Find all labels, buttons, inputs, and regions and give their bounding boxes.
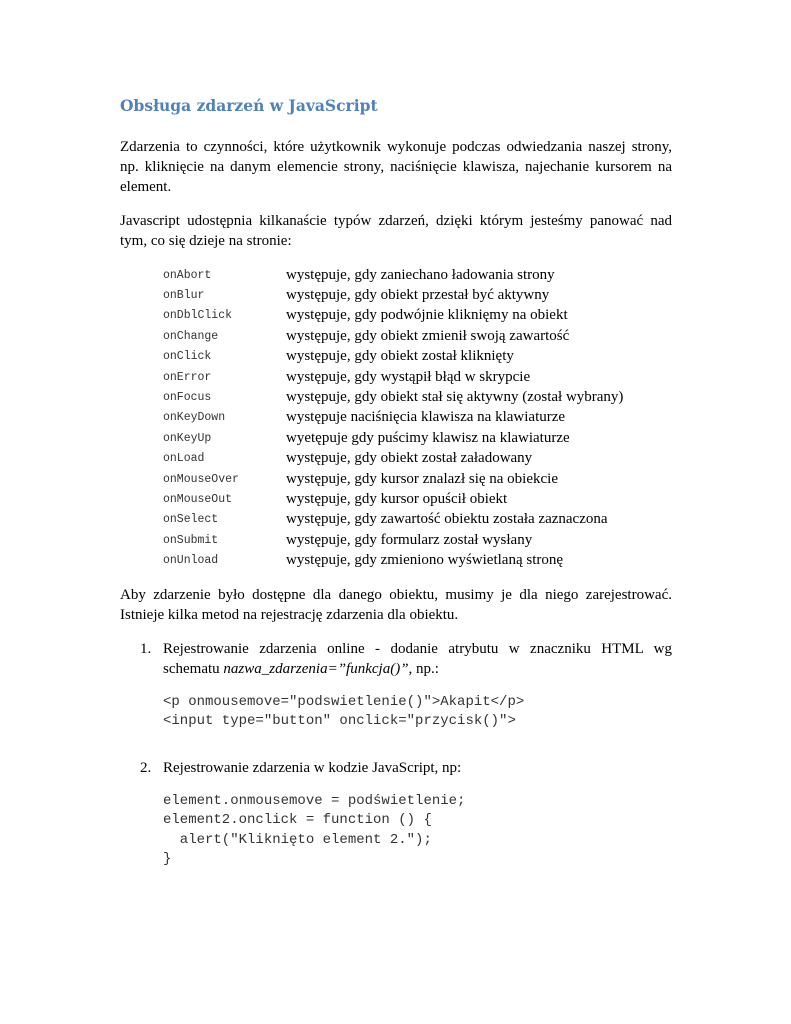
intro-paragraph: Zdarzenia to czynności, które użytkownik wykonuje podczas odwiedzania naszej strony, np. kliknięcie na danym elemencie strony, naciśnięcie klawisza, najechanie kursorem na element. — [120, 139, 672, 195]
code-line: element.onmousemove = podświetlenie; — [163, 792, 466, 809]
event-row — [163, 489, 672, 509]
step-body — [163, 758, 672, 870]
code-line: element2.onclick = function () { — [163, 812, 432, 829]
event-description: występuje, gdy zmieniono wyświetlaną stronę — [286, 552, 564, 569]
event-description: występuje, gdy wystąpił błąd w skrypcie — [286, 368, 531, 385]
registration-step — [120, 639, 672, 732]
step-text-main: Rejestrowanie zdarzenia online - dodanie atrybutu w znaczniku HTML wg schematu — [163, 640, 672, 677]
event-row — [163, 449, 672, 469]
code-block — [163, 693, 672, 732]
event-name: onKeyDown — [163, 411, 226, 425]
event-name: onSelect — [163, 513, 219, 527]
step-text — [163, 758, 672, 778]
event-name: onChange — [163, 329, 219, 343]
event-row — [163, 510, 672, 530]
event-name: onMouseOut — [163, 492, 233, 506]
event-row — [163, 469, 672, 489]
event-description: występuje, gdy obiekt zmienił swoją zawartość — [286, 327, 570, 344]
registration-intro: Aby zdarzenie było dostępne dla danego obiektu, musimy je dla niego zarejestrować. Istnieje kilka metod na rejestrację zdarzenia dla obiektu. — [120, 586, 672, 623]
event-name: onDblClick — [163, 309, 233, 323]
registration-step — [120, 758, 672, 870]
step-number: 2. — [140, 759, 152, 776]
page-title: Obsługa zdarzeń w JavaScript — [120, 96, 378, 115]
event-types-intro: Javascript udostępnia kilkanaście typów zdarzeń, dzięki którym jesteśmy panować nad tym, co się dzieje na stronie: — [120, 213, 672, 249]
event-description: występuje naciśnięcia klawisza na klawiaturze — [286, 409, 566, 426]
event-name: onError — [163, 370, 212, 384]
event-row — [163, 347, 672, 367]
event-description: występuje, gdy kursor znalazł się na obiekcie — [286, 470, 558, 487]
event-name: onKeyUp — [163, 431, 212, 445]
code-line: } — [163, 851, 172, 868]
event-name: onBlur — [163, 289, 205, 303]
step-text-schema: nazwa_zdarzenia=”funkcja()” — [223, 660, 409, 677]
event-row — [163, 285, 672, 305]
events-list — [163, 265, 672, 571]
event-row — [163, 530, 672, 550]
event-row — [163, 408, 672, 428]
event-description: występuje, gdy zaniechano ładowania strony — [286, 266, 555, 283]
code-line: <p onmousemove="podswietlenie()">Akapit</p> — [163, 693, 525, 710]
event-name: onClick — [163, 350, 212, 364]
event-name: onUnload — [163, 554, 219, 568]
code-block — [163, 792, 672, 870]
step-body — [163, 639, 672, 732]
event-description: występuje, gdy zawartość obiektu została zaznaczona — [286, 511, 608, 528]
event-description: wyetępuje gdy puścimy klawisz na klawiaturze — [286, 429, 570, 446]
event-row — [163, 367, 672, 387]
event-name: onSubmit — [163, 533, 219, 547]
event-description: występuje, gdy obiekt został załadowany — [286, 450, 533, 467]
event-description: występuje, gdy kursor opuścił obiekt — [286, 490, 508, 507]
registration-steps — [120, 639, 672, 870]
event-name: onMouseOver — [163, 472, 239, 486]
event-name: onAbort — [163, 268, 212, 282]
code-line: <input type="button" onclick="przycisk()"> — [163, 713, 516, 730]
event-row — [163, 306, 672, 326]
event-row — [163, 550, 672, 570]
step-text-suffix: , np.: — [408, 660, 439, 677]
event-description: występuje, gdy formularz został wysłany — [286, 531, 533, 548]
event-row — [163, 326, 672, 346]
step-text — [163, 639, 672, 679]
event-name: onLoad — [163, 452, 205, 466]
event-row — [163, 387, 672, 407]
event-description: występuje, gdy obiekt został kliknięty — [286, 348, 514, 365]
code-line: alert("Kliknięto element 2."); — [163, 831, 432, 848]
document-page — [120, 95, 672, 870]
step-text-main: Rejestrowanie zdarzenia w kodzie JavaScript, np: — [163, 759, 462, 776]
event-description: występuje, gdy obiekt stał się aktywny (został wybrany) — [286, 389, 624, 406]
step-number: 1. — [140, 640, 152, 657]
event-name: onFocus — [163, 391, 212, 405]
event-description: występuje, gdy obiekt przestał być aktywny — [286, 287, 550, 304]
event-row — [163, 428, 672, 448]
event-row — [163, 265, 672, 285]
event-description: występuje, gdy podwójnie kliknięmy na obiekt — [286, 307, 568, 324]
